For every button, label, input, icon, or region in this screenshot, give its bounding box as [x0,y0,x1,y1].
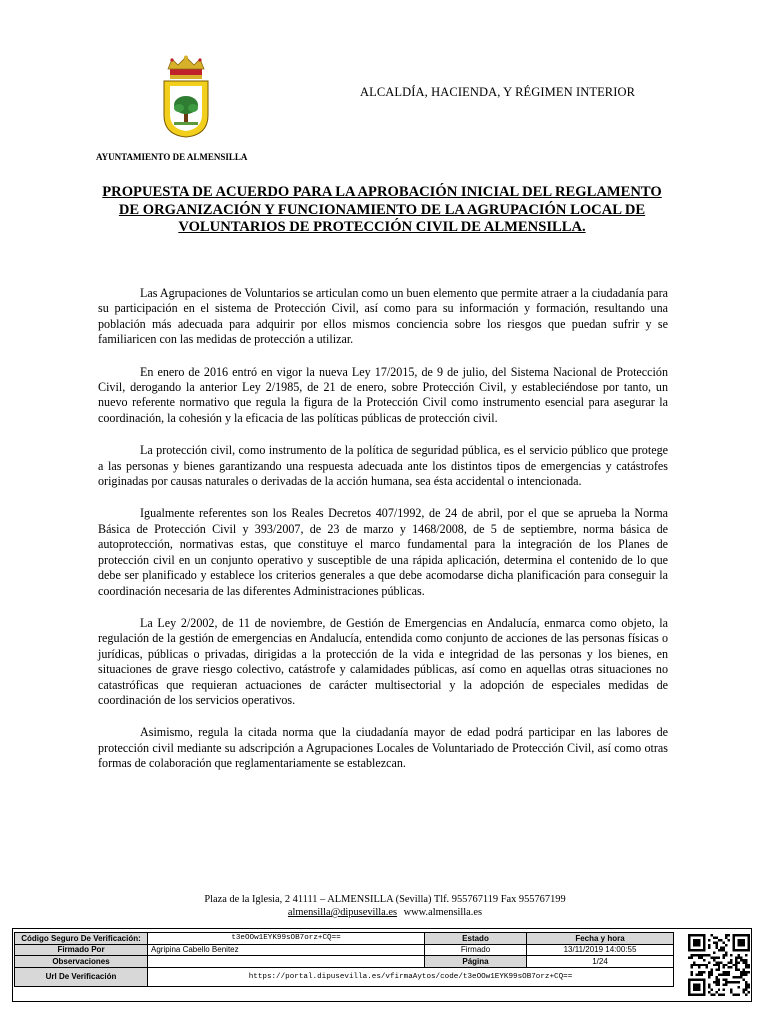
paragraph: La protección civil, como instrumento de la política de seguridad pública, es el servicio público que protege a las personas y bienes garantizando una respuesta adecuada ante los distintos tipos de emergencias y catástrofes originadas por causas naturales o derivadas de la acción humana, sea ésta accidental o intencionada. [98,443,668,489]
table-row [15,933,674,945]
paragraph: En enero de 2016 entró en vigor la nueva Ley 17/2015, de 9 de julio, del Sistema Nacional de Protección Civil, derogando la anterior Ley 2/1985, de 21 de enero, sobre Protección Civil, y estableciéndose por tanto, un nuevo referente normativo que regula la figura de la Protección Civil como instrumento esencial para asegurar la coordinación, la cohesión y la eficacia de las políticas públicas de protección civil. [98,364,668,425]
paragraph: Asimismo, regula la citada norma que la ciudadanía mayor de edad podrá participar en las labores de protección civil mediante su adscripción a Agrupaciones Locales de Voluntariado de Protección Civil, así como otras formas de colaboración que reglamentariamente se establezcan. [98,725,668,771]
organization-name: AYUNTAMIENTO DE ALMENSILLA [96,152,248,162]
department-heading: ALCALDÍA, HACIENDA, Y RÉGIMEN INTERIOR [360,85,636,99]
footer-address-block [0,893,770,919]
observations-value [148,956,425,968]
footer-address: Plaza de la Iglesia, 2 41111 – ALMENSILLA (Sevilla) Tlf. 955767119 Fax 955767199 [204,894,566,905]
signed-label: Firmado Por [15,944,148,956]
pagina-label: Página [425,956,527,968]
verification-table [14,932,674,987]
code-label: Código Seguro De Verificación: [15,933,148,945]
document-title: PROPUESTA DE ACUERDO PARA LA APROBACIÓN INICIAL DEL REGLAMENTO DE ORGANIZACIÓN Y FUNCIONAMIENTO DE LA AGRUPACIÓN LOCAL DE VOLUNTARIOS DE PROTECCIÓN CIVIL DE ALMENSILLA. [102,184,662,236]
table-row [15,967,674,986]
fecha-value: 13/11/2019 14:00:55 [527,944,674,956]
paragraph: La Ley 2/2002, de 11 de noviembre, de Gestión de Emergencias en Andalucía, enmarca como objeto, la regulación de la gestión de emergencias en Andalucía, entendida como conjunto de acciones de las personas físicas o jurídicas, públicas o privadas, dirigidas a la protección de la vida e integridad de las personas y los bienes, en situaciones de grave riesgo colectivo, catástrofe y calamidades públicas, así como en aquellas otras situaciones no catastróficas que requieran actuaciones de carácter multisectorial y la adopción de especiales medidas de coordinación de los servicios operativos. [98,615,668,707]
estado-label: Estado [425,933,527,945]
estado-value: Firmado [425,944,527,956]
table-row [15,956,674,968]
url-label: Url De Verificación [15,967,148,986]
paragraph: Las Agrupaciones de Voluntarios se articulan como un buen elemento que permite atraer a la ciudadanía para su participación en el sistema de Protección Civil, así como para su información y formación, resultando una población más adecuada para adquirir por ellos mismos conciencia sobre los riesgos que puedan sufrir y se familiaricen con las medidas de protección a utilizar. [98,286,668,347]
qr-code-icon [688,934,750,996]
footer-email-link[interactable]: almensilla@dipusevilla.es [287,907,398,918]
document-body [98,286,668,789]
fecha-label: Fecha y hora [527,933,674,945]
observations-label: Observaciones [15,956,148,968]
footer-website: www.almensilla.es [403,907,483,918]
municipal-crest-icon [160,55,212,139]
paragraph: Igualmente referentes son los Reales Decretos 407/1992, de 24 de abril, por el que se aprueba la Norma Básica de Protección Civil y 393/2007, de 23 de marzo y 1468/2008, de 5 de septiembre, norma básica de autoprotección, normativas estas, que constituye el marco fundamental para la integración de los Planes de protección civil en un conjunto operativo y susceptible de una rápida aplicación, determina el contenido de lo que debe ser planificado y establece los criterios generales a que debe acomodarse dicha planificación para conseguir la coordinación necesaria de las diferentes Administraciones públicas. [98,506,668,598]
table-row [15,944,674,956]
code-value: t3eOOw1EYK99sOB7orz+CQ== [148,933,425,945]
pagina-value: 1/24 [527,956,674,968]
signed-value: Agripina Cabello Benitez [148,944,425,956]
verification-url-link[interactable]: https://portal.dipusevilla.es/vfirmaAytos/code/t3eOOw1EYK99sOB7orz+CQ== [148,967,674,986]
